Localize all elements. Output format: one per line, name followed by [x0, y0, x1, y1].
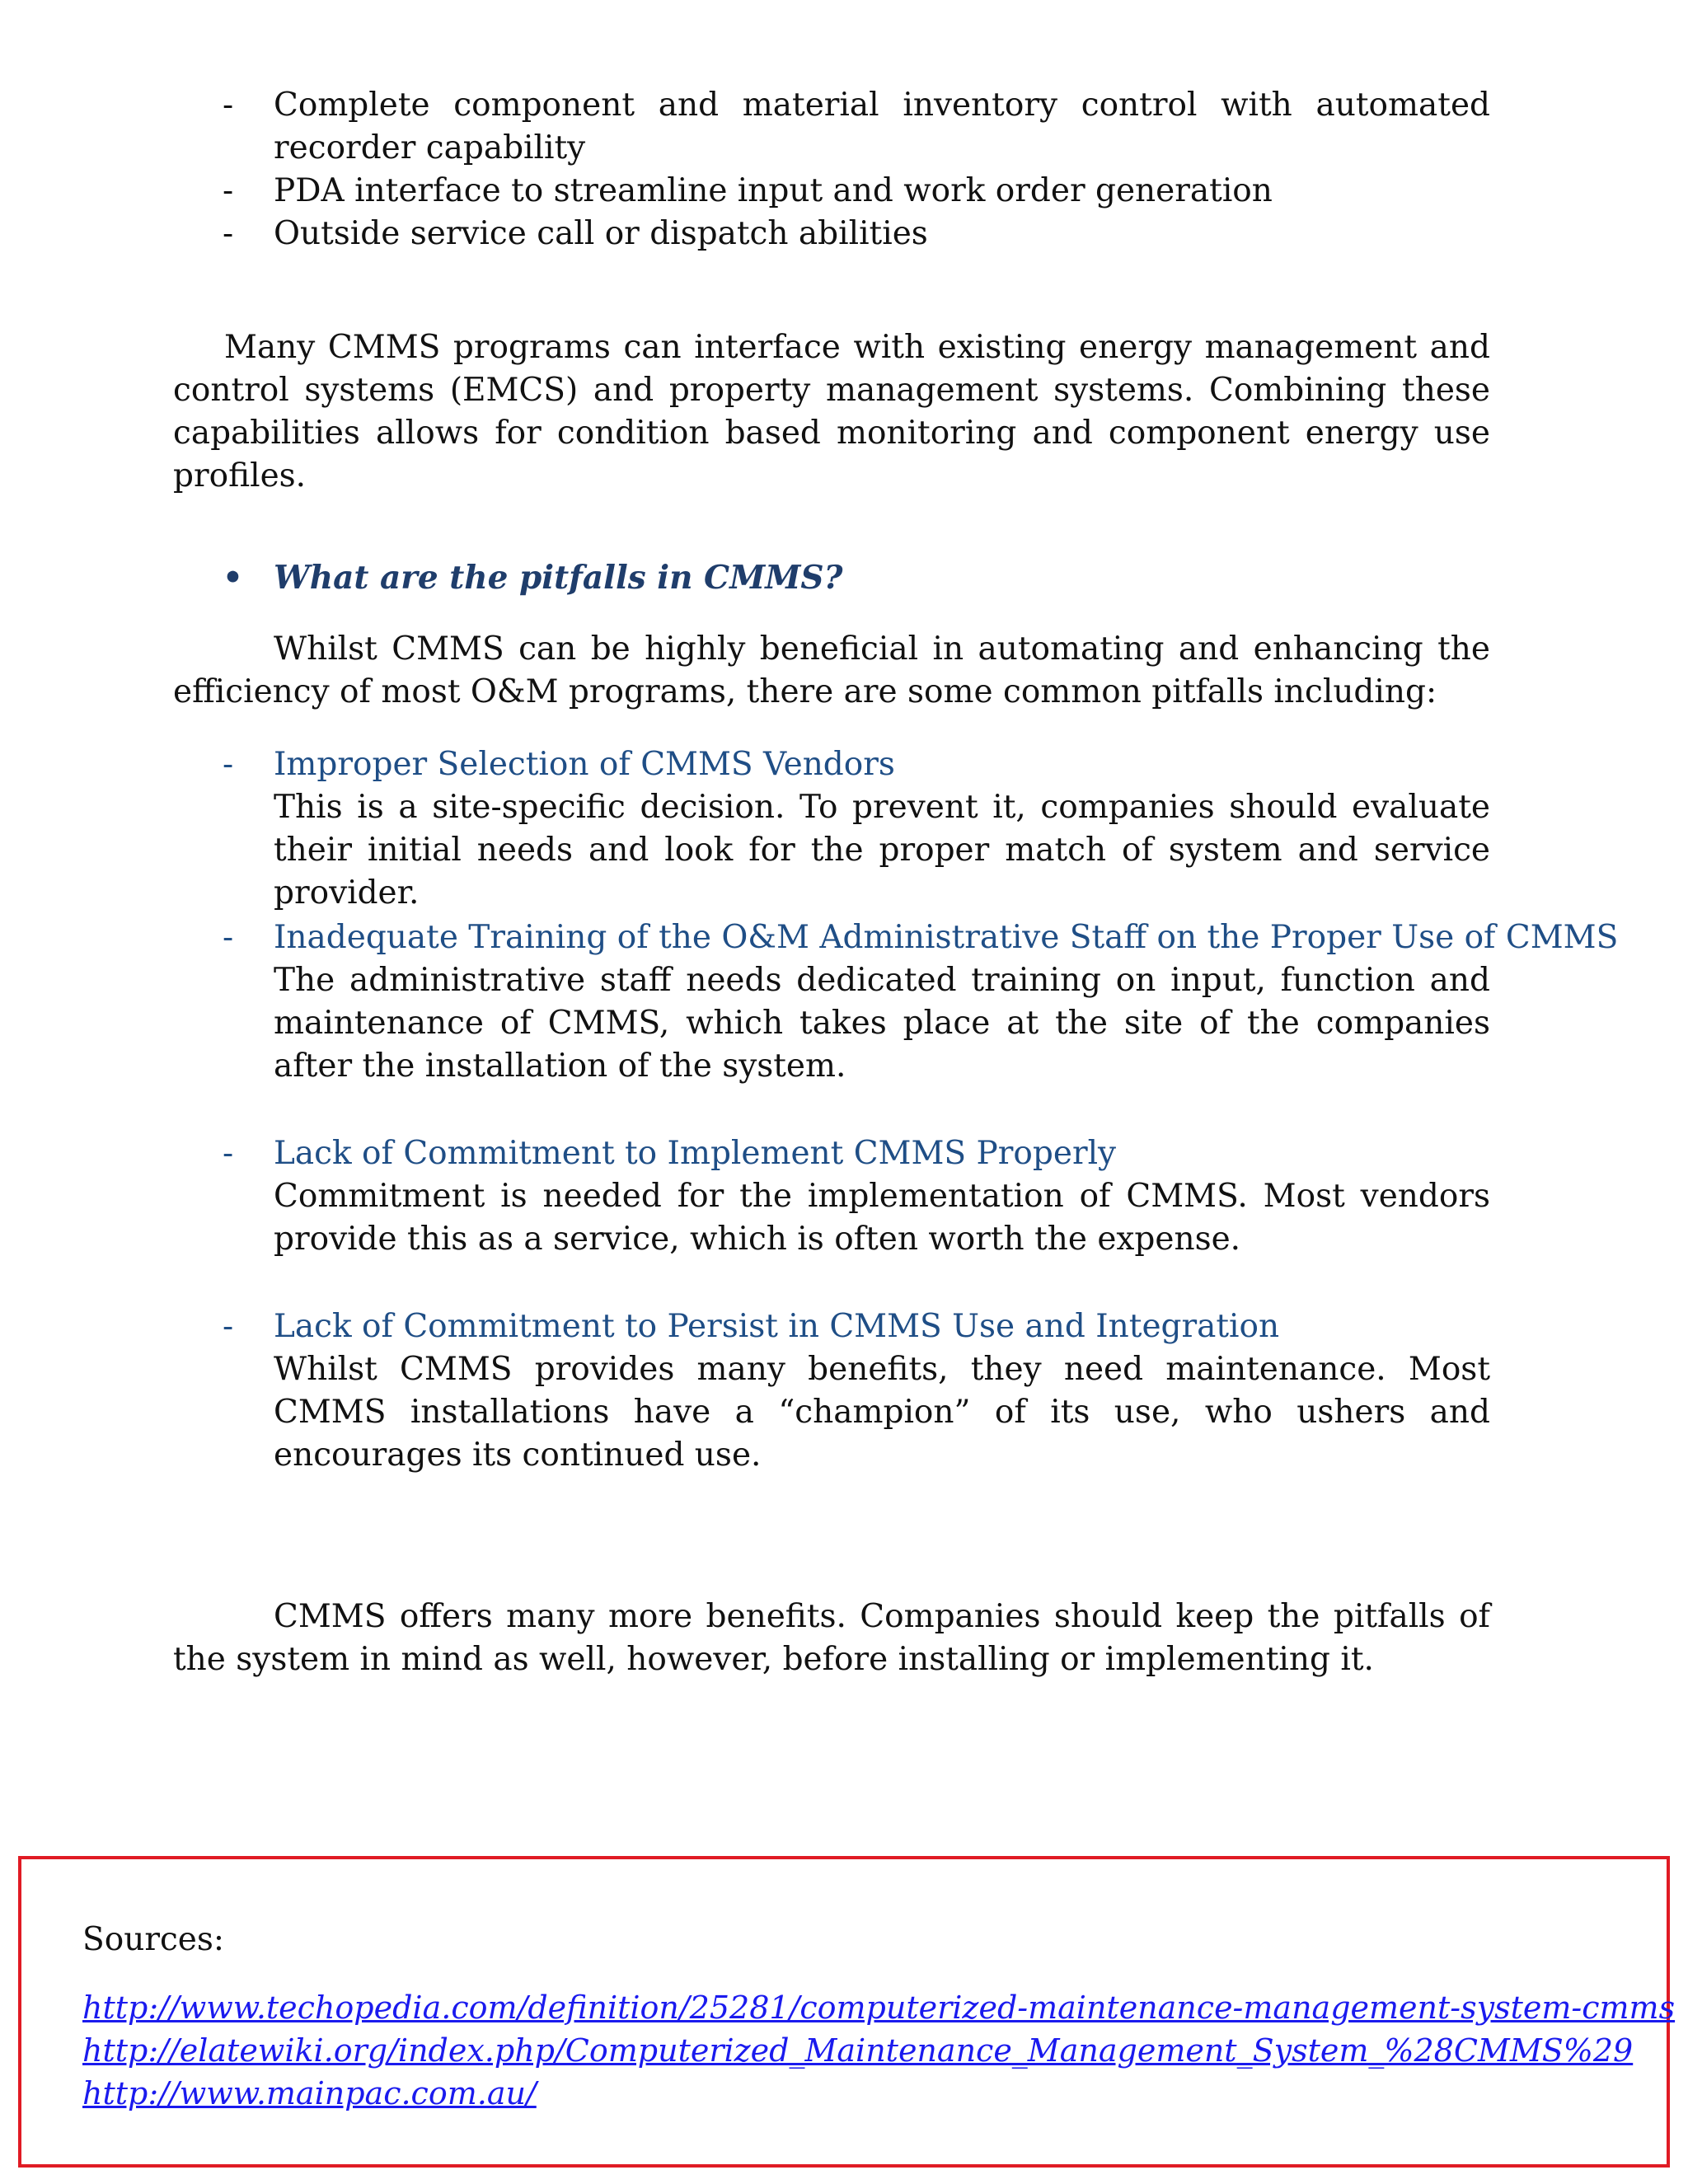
pitfall-title: Improper Selection of CMMS Vendors: [274, 746, 895, 783]
pitfall-text: This is a site-specific decision. To prevent it, companies should evaluate their initial needs and look for the proper match of system and service provider.: [274, 789, 1490, 912]
pitfall-title: Lack of Commitment to Implement CMMS Properly: [274, 1135, 1117, 1172]
section-heading-text: What are the pitfalls in CMMS?: [274, 559, 843, 597]
source-link[interactable]: http://www.mainpac.com.au/: [82, 2075, 537, 2111]
list-item-text: Outside service call or dispatch abilities: [274, 215, 928, 252]
sources-links: [82, 1986, 1675, 2115]
pitfall-text: Commitment is needed for the implementation of CMMS. Most vendors provide this as a service, which is often worth the expense.: [274, 1178, 1490, 1258]
list-item: [223, 84, 1490, 170]
list-item-text: PDA interface to streamline input and work order generation: [274, 172, 1273, 209]
pitfall-text: Whilst CMMS provides many benefits, they need maintenance. Most CMMS installations have a “champion” of its use, who ushers and encourages its continued use.: [274, 1351, 1490, 1474]
pitfall-item: [223, 916, 1619, 1088]
pitfall-item: [223, 743, 1490, 915]
section-heading: [223, 556, 1376, 599]
dash-marker: -: [223, 172, 234, 209]
list-item: [223, 170, 1490, 213]
paragraph-pitfalls-intro-text: Whilst CMMS can be highly beneficial in automating and enhancing the efficiency of most O&M programs, there are some common pitfalls including:: [173, 630, 1490, 710]
dash-marker: -: [223, 215, 234, 252]
dash-marker: -: [223, 919, 234, 956]
paragraph-conclusion-text: CMMS offers many more benefits. Companies should keep the pitfalls of the system in mind as well, however, before installing or implementing it.: [173, 1598, 1490, 1678]
bullet-icon: •: [223, 559, 243, 597]
paragraph-emcs-text: Many CMMS programs can interface with existing energy management and control systems (EMCS) and property management systems. Combining these capabilities allows for condition based monitoring and component energy use profiles.: [173, 329, 1490, 494]
dash-marker: -: [223, 1308, 234, 1345]
pitfall-text: The administrative staff needs dedicated training on input, function and maintenance of CMMS, which takes place at the site of the companies after the installation of the system.: [274, 962, 1490, 1085]
paragraph-conclusion: [173, 1596, 1490, 1681]
sources-box: [18, 1856, 1676, 2168]
source-link[interactable]: http://www.techopedia.com/definition/25281/computerized-maintenance-management-system-cmms: [82, 1990, 1676, 2026]
list-item-text: Complete component and material inventory control with automated recorder capability: [274, 87, 1490, 166]
dash-marker: -: [223, 87, 234, 124]
list-item: [223, 213, 1490, 255]
sources-label: Sources:: [82, 1921, 225, 1958]
paragraph-emcs: [173, 326, 1490, 498]
pitfall-item: [223, 1305, 1490, 1477]
dash-marker: -: [223, 1135, 234, 1172]
pitfall-title: Lack of Commitment to Persist in CMMS Use and Integration: [274, 1308, 1280, 1345]
dash-marker: -: [223, 746, 234, 783]
source-link[interactable]: http://elatewiki.org/index.php/Computerized_Maintenance_Management_System_%28CMMS%29: [82, 2032, 1634, 2069]
paragraph-pitfalls-intro: [173, 628, 1490, 714]
pitfall-item: [223, 1132, 1490, 1261]
pitfall-title: Inadequate Training of the O&M Administrative Staff on the Proper Use of CMMS: [274, 919, 1619, 956]
